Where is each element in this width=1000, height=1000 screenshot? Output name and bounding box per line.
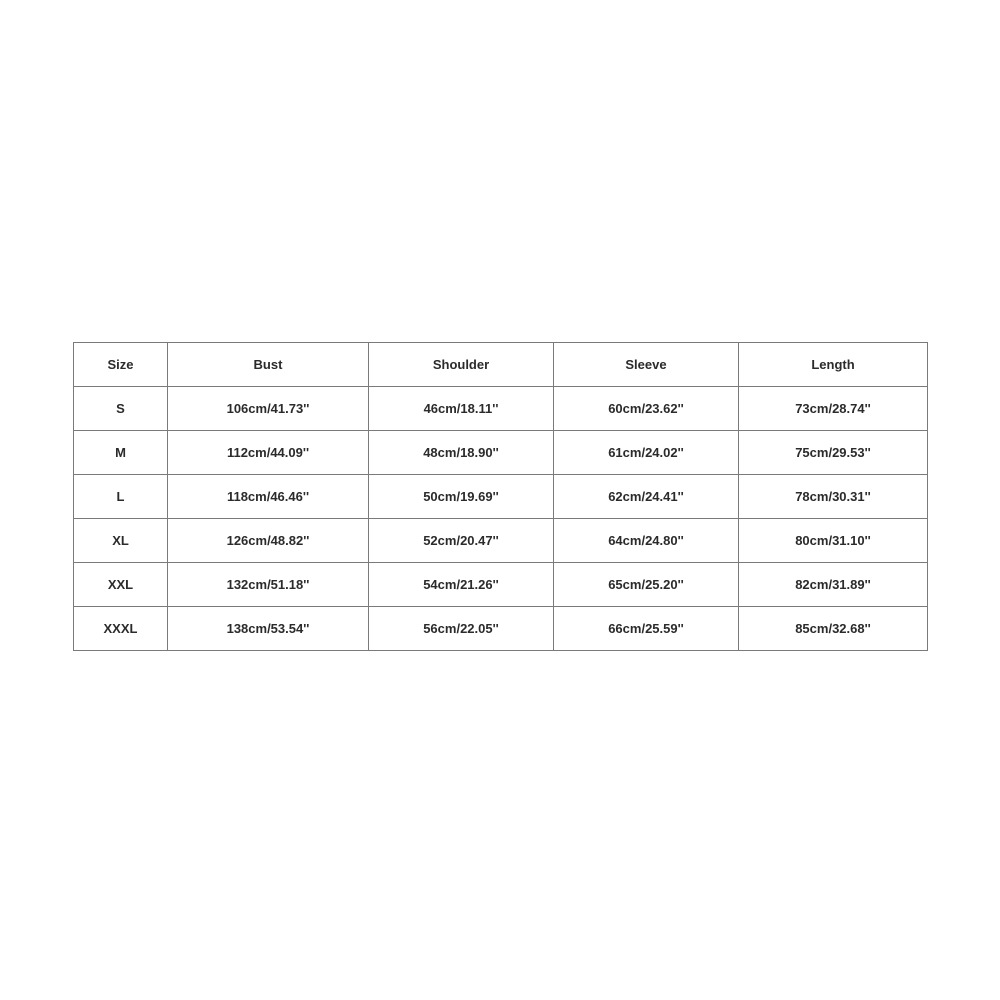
cell-length: 73cm/28.74'' [739, 387, 928, 431]
cell-length: 75cm/29.53'' [739, 431, 928, 475]
cell-shoulder: 48cm/18.90'' [369, 431, 554, 475]
cell-bust: 118cm/46.46'' [168, 475, 369, 519]
header-shoulder: Shoulder [369, 343, 554, 387]
cell-length: 85cm/32.68'' [739, 607, 928, 651]
cell-sleeve: 60cm/23.62'' [554, 387, 739, 431]
cell-bust: 106cm/41.73'' [168, 387, 369, 431]
table-row [74, 387, 928, 431]
cell-sleeve: 64cm/24.80'' [554, 519, 739, 563]
cell-bust: 126cm/48.82'' [168, 519, 369, 563]
table-row [74, 431, 928, 475]
size-chart-table [73, 342, 928, 651]
cell-size: M [74, 431, 168, 475]
table-row [74, 475, 928, 519]
cell-length: 80cm/31.10'' [739, 519, 928, 563]
header-bust: Bust [168, 343, 369, 387]
table-row [74, 607, 928, 651]
header-length: Length [739, 343, 928, 387]
table-row [74, 519, 928, 563]
cell-size: L [74, 475, 168, 519]
cell-bust: 112cm/44.09'' [168, 431, 369, 475]
cell-length: 82cm/31.89'' [739, 563, 928, 607]
header-sleeve: Sleeve [554, 343, 739, 387]
cell-sleeve: 61cm/24.02'' [554, 431, 739, 475]
table-header-row [74, 343, 928, 387]
cell-size: XL [74, 519, 168, 563]
cell-shoulder: 54cm/21.26'' [369, 563, 554, 607]
cell-bust: 138cm/53.54'' [168, 607, 369, 651]
cell-size: S [74, 387, 168, 431]
cell-length: 78cm/30.31'' [739, 475, 928, 519]
header-size: Size [74, 343, 168, 387]
cell-shoulder: 50cm/19.69'' [369, 475, 554, 519]
table-row [74, 563, 928, 607]
cell-shoulder: 46cm/18.11'' [369, 387, 554, 431]
cell-size: XXL [74, 563, 168, 607]
cell-bust: 132cm/51.18'' [168, 563, 369, 607]
cell-shoulder: 52cm/20.47'' [369, 519, 554, 563]
cell-size: XXXL [74, 607, 168, 651]
cell-sleeve: 62cm/24.41'' [554, 475, 739, 519]
cell-sleeve: 65cm/25.20'' [554, 563, 739, 607]
cell-sleeve: 66cm/25.59'' [554, 607, 739, 651]
cell-shoulder: 56cm/22.05'' [369, 607, 554, 651]
